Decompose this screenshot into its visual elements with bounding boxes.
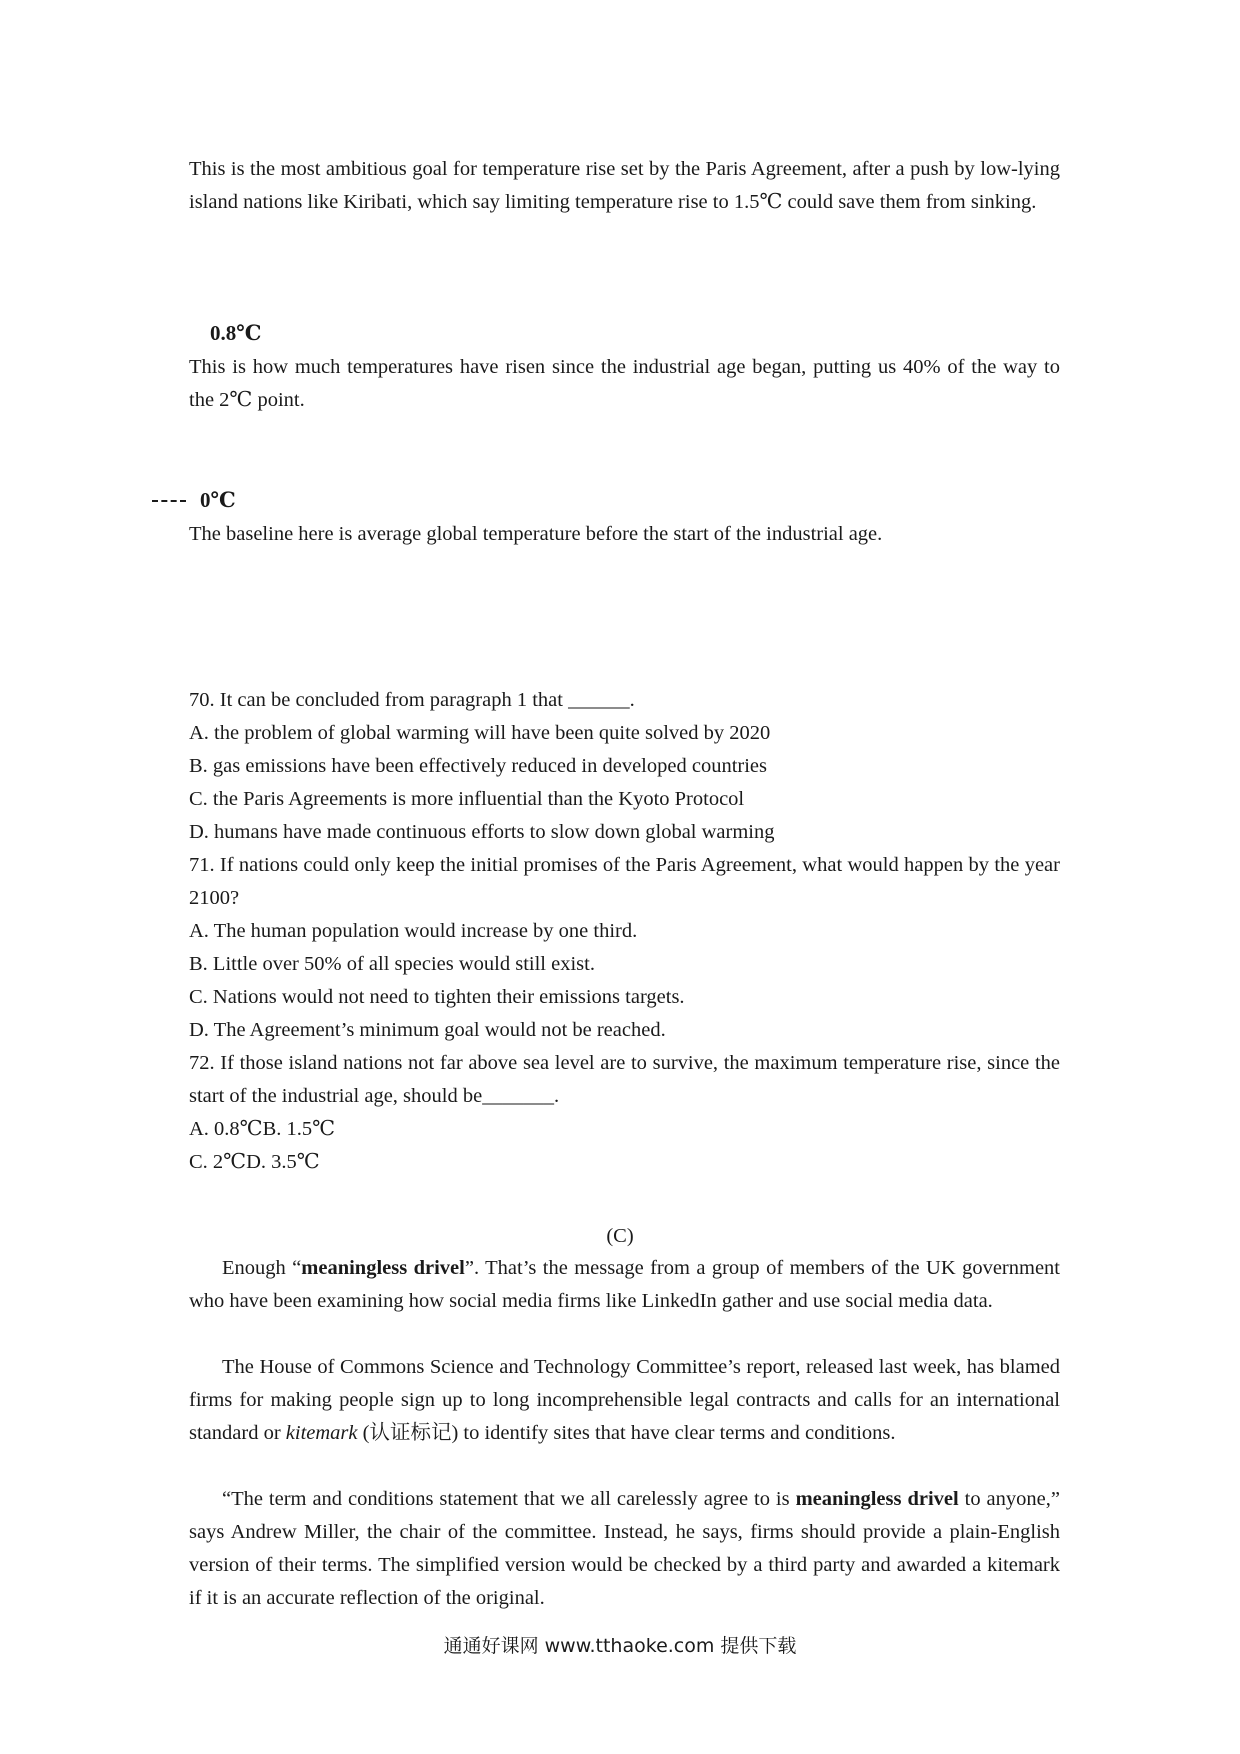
p3-text-a: “The term and conditions statement that we all carelessly agree to is [222, 1488, 796, 1510]
option-71-b: B. Little over 50% of all species would still exist. [189, 953, 595, 975]
question-70-stem-text: 70. It can be concluded from paragraph 1 that [189, 689, 569, 711]
heading-0-8-degrees: 0.8℃ [210, 321, 262, 345]
p1-bold-phrase: meaningless drivel [301, 1257, 465, 1279]
option-row-1 [189, 1113, 1060, 1146]
option-71-a: A. The human population would increase by one third. [189, 920, 638, 942]
option-72-d: D. 3.5℃ [246, 1151, 320, 1173]
option-72-c: C. 2℃ [189, 1151, 247, 1173]
paragraph-1-5-degrees: This is the most ambitious goal for temperature rise set by the Paris Agreement, after a push by low-lying island nations like Kiribati, which say limiting temperature rise to 1.5℃ could save them from sinking. [189, 158, 1060, 213]
passage-c-paragraph-2 [189, 1351, 1060, 1450]
option-72-a: A. 0.8℃ [189, 1118, 263, 1140]
option-70-c: C. the Paris Agreements is more influential than the Kyoto Protocol [189, 788, 745, 810]
paragraph-0-degrees: The baseline here is average global temperature before the start of the industrial age. [189, 523, 883, 545]
question-72-stem: 72. If those island nations not far above sea level are to survive, the maximum temperature rise, since the start of the industrial age, should be_______. [189, 1052, 1060, 1107]
option-row-2 [189, 1146, 1060, 1179]
paragraph-0-8-degrees: This is how much temperatures have risen since the industrial age began, putting us 40% of the way to the 2℃ point. [189, 356, 1060, 411]
option-70-b: B. gas emissions have been effectively reduced in developed countries [189, 755, 767, 777]
option-71-d: D. The Agreement’s minimum goal would not be reached. [189, 1019, 666, 1041]
p3-text-b: to anyone,” says Andrew Miller, the chair of the committee. Instead, he says, firms should provide a plain-English version of their terms. The simplified version would be checked by a third party and awarded a kitemark if it is an accurate reflection of the original. [189, 1488, 1060, 1609]
p1-text-a: Enough “ [222, 1257, 302, 1279]
dash-marker [152, 472, 186, 502]
question-70 [189, 684, 1060, 849]
passage-c-paragraph-3 [189, 1483, 1060, 1615]
answer-blank: ______ [568, 689, 630, 711]
option-70-a: A. the problem of global warming will have been quite solved by 2020 [189, 722, 771, 744]
question-70-stem-end: . [629, 689, 635, 711]
option-70-d: D. humans have made continuous efforts to slow down global warming [189, 821, 775, 843]
question-72-options [189, 1113, 1060, 1179]
page-footer: 通通好课网 www.tthaoke.com 提供下载 [443, 1635, 797, 1657]
p3-bold-phrase: meaningless drivel [795, 1488, 959, 1510]
p2-italic-term: kitemark [285, 1422, 358, 1444]
option-71-c: C. Nations would not need to tighten their emissions targets. [189, 986, 685, 1008]
question-71-stem: 71. If nations could only keep the initial promises of the Paris Agreement, what would happen by the year 2100? [189, 854, 1060, 909]
p1-text-b: ”. That’s the message from a group of members of the UK government who have been examining how social media firms like LinkedIn gather and use social media data. [189, 1257, 1060, 1312]
heading-0-degrees: 0℃ [200, 488, 236, 512]
p2-text-b: (认证标记) to identify sites that have clear terms and conditions. [357, 1422, 896, 1444]
question-70-stem [189, 684, 1060, 717]
option-72-b: B. 1.5℃ [262, 1118, 336, 1140]
section-title-c: (C) [606, 1225, 634, 1247]
passage-c-paragraph-1 [189, 1252, 1060, 1318]
question-71-options [189, 915, 1060, 1047]
p2-text-a: The House of Commons Science and Technology Committee’s report, released last week, has blamed firms for making people sign up to long incomprehensible legal contracts and calls for an international standard or [189, 1356, 1060, 1444]
